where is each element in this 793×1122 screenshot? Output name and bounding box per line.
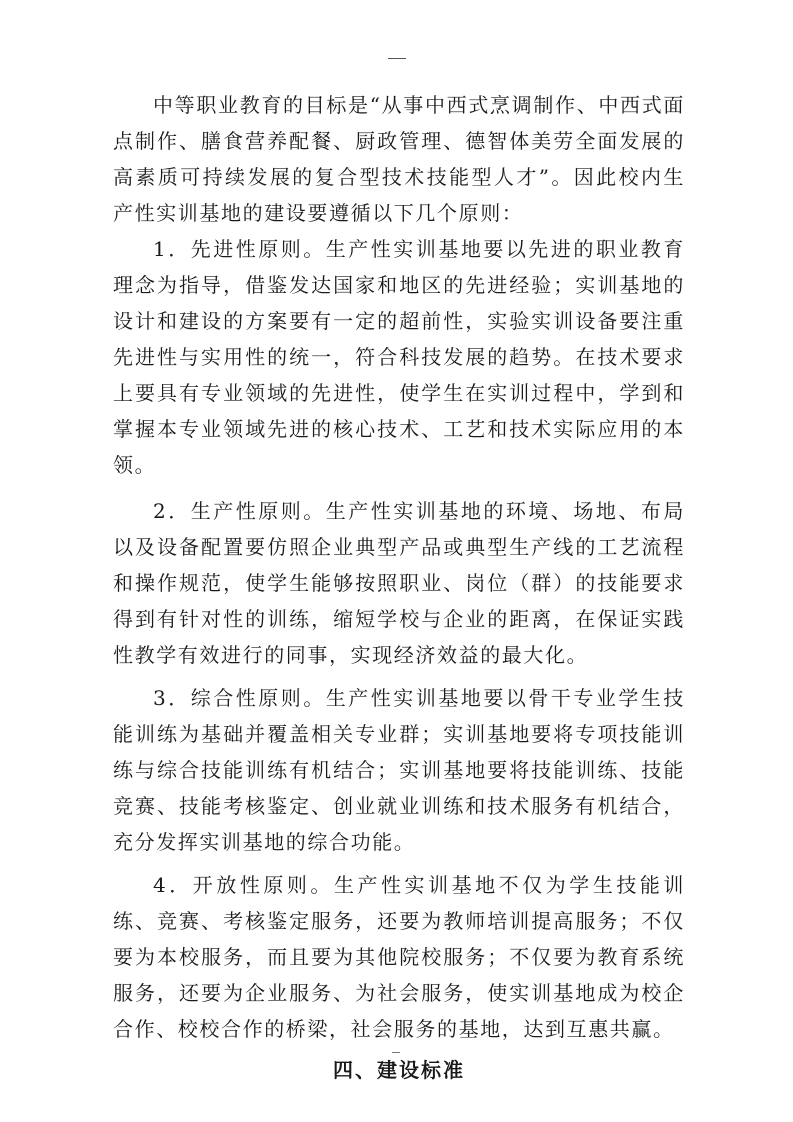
body-text <box>113 87 685 1088</box>
footer-rule <box>392 1052 400 1053</box>
section-heading: 四、建设标准 <box>333 1058 465 1082</box>
principle-comprehensive-paragraph: 3．综合性原则。生产性实训基地要以骨干专业学生技能训练为基础并覆盖相关专业群；实训基地要将专项技能训练与综合技能训练有机结合；实训基地要将技能训练、技能竞赛、技能考核鉴定、创业就业训练和技术服务有机结合，充分发挥实训基地的综合功能。 <box>113 686 685 854</box>
principle-productive-paragraph: 2．生产性原则。生产性实训基地的环境、场地、布局以及设备配置要仿照企业典型产品或典型生产线的工艺流程和操作规范，使学生能够按照职业、岗位（群）的技能要求得到有针对性的训练，缩短学校与企业的距离，在保证实践性教学有效进行的同事，实现经济效益的最大化。 <box>113 499 685 667</box>
principle-open-paragraph: 4．开放性原则。生产性实训基地不仅为学生技能训练、竞赛、考核鉴定服务，还要为教师培训提高服务；不仅要为本校服务，而且要为其他院校服务；不仅要为教育系统服务，还要为企业服务、为社会服务，使实训基地成为校企合作、校校合作的桥梁，社会服务的基地，达到互惠共赢。 <box>113 873 685 1041</box>
header-rule <box>388 58 406 59</box>
principle-advanced-paragraph: 1．先进性原则。生产性实训基地要以先进的职业教育理念为指导，借鉴发达国家和地区的先进经验；实训基地的设计和建设的方案要有一定的超前性，实验实训设备要注重先进性与实用性的统一，符合科技发展的趋势。在技术要求上要具有专业领域的先进性，使学生在实训过程中，学到和掌握本专业领域先进的核心技术、工艺和技术实际应用的本领。 <box>113 237 685 477</box>
intro-paragraph: 中等职业教育的目标是“从事中西式烹调制作、中西式面点制作、膳食营养配餐、厨政管理、德智体美劳全面发展的高素质可持续发展的复合型技术技能型人才”。因此校内生产性实训基地的建设要遵循以下几个原则： <box>113 93 685 225</box>
